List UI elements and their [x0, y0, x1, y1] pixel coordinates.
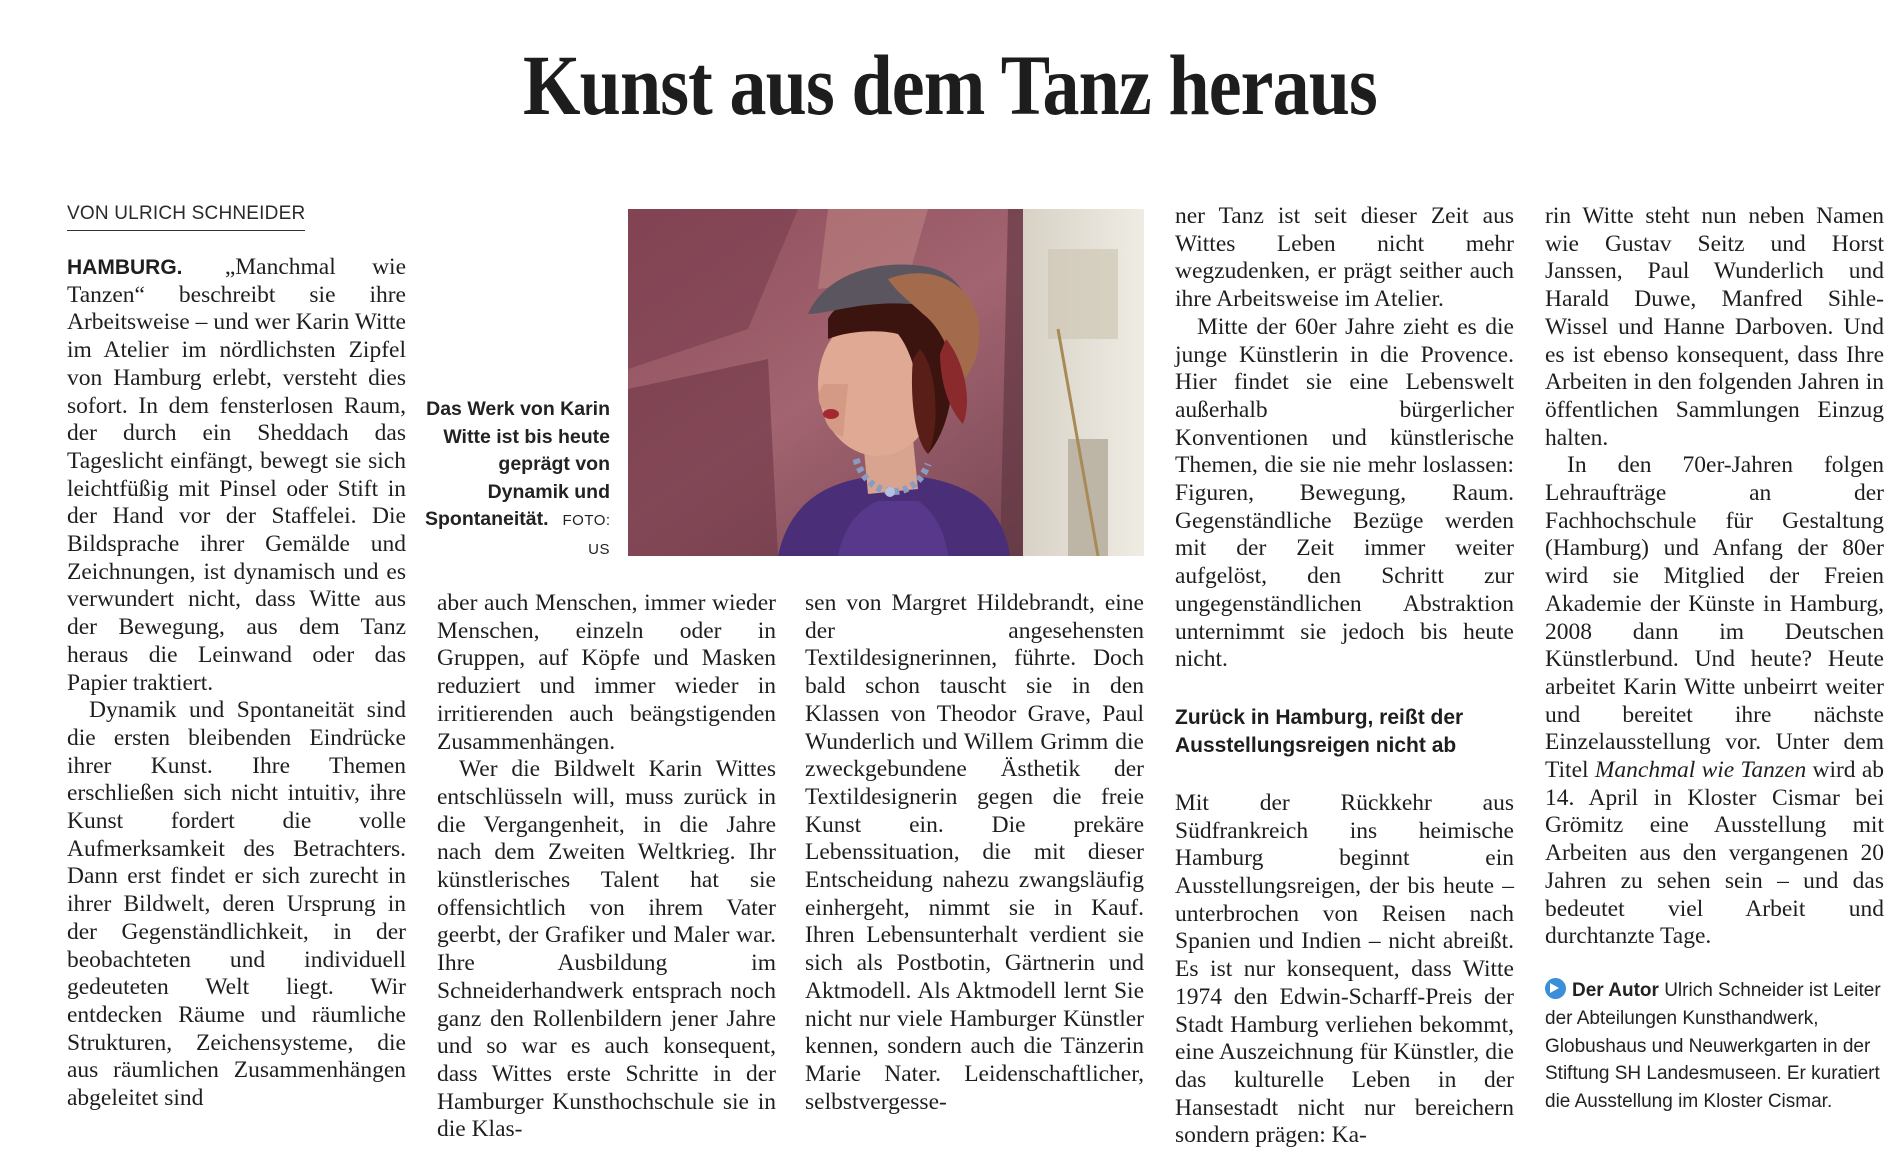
exhibition-title: Manchmal wie Tanzen	[1594, 757, 1807, 784]
article-paragraph: Wer die Bildwelt Karin Wittes entschlüsseln will, muss zurück in die Vergangenheit, in die Jahre nach dem Zweiten Weltkrieg. Ihr künstlerisches Talent hat sie offensichtlich von ihrem Vater geerbt, der Grafiker und Maler war. Ihre Ausbildung im Schneiderhandwerk entsprach noch ganz den Rollenbildern jener Jahre und so war es auch konsequent, dass Wittes erste Schritte in der Hamburger Kunsthochschule sie in die Klas-	[437, 756, 776, 1143]
article-paragraph: HAMBURG. „Manchmal wie Tanzen“ beschreibt sie ihre Arbeitsweise – und wer Karin Witte im Atelier im nördlichsten Zipfel von Hamburg erlebt, versteht dies sofort. In dem fensterlosen Raum, der durch ein Sheddach das Tageslicht einfängt, bewegt sie sich leichtfüßig mit Pinsel oder Stift in der Hand vor der Staffelei. Die Bildsprache ihrer Gemälde und Zeichnungen, ist dynamisch und es verwundert nicht, dass Witte aus der Bewegung, aus dem Tanz heraus die Leinwand oder das Papier traktiert.	[67, 254, 407, 696]
headline: Kunst aus dem Tanz heraus	[523, 37, 1377, 133]
author-text: Ulrich Schneider ist Leiter der Abteilungen Kunsthandwerk, Globushaus und Neuwerkgarten in der Stiftung SH Landesmuseen. Er kuratiert die Ausstellung im Kloster Cismar.	[1545, 980, 1881, 1113]
photo-caption-text: Das Werk von Karin Witte ist bis heute geprägt von Dynamik und Spontaneität.	[425, 398, 610, 530]
article-column-1	[67, 254, 406, 1144]
article-column-3	[805, 590, 1144, 1145]
arrow-right-circle-icon	[1545, 978, 1566, 999]
byline: VON ULRICH SCHNEIDER	[67, 201, 305, 231]
article-paragraph: ner Tanz ist seit dieser Zeit aus Wittes Leben nicht mehr wegzudenken, er prägt seither auch ihre Arbeitsweise im Atelier.	[1175, 203, 1514, 313]
artist-photo-illustration	[628, 209, 1144, 556]
section-subheading: Zurück in Hamburg, reißt der Ausstellungsreigen nicht ab	[1175, 705, 1464, 757]
artist-photo	[628, 209, 1144, 556]
article-paragraph: Dynamik und Spontaneität sind die ersten bleibenden Eindrücke ihrer Kunst. Ihre Themen erschließen sich nicht intuitiv, ihre Kunst fordert die volle Aufmerksamkeit des Betrachters. Dann erst findet er sich zurecht in ihrer Bildwelt, deren Ursprung in der Gegenständlichkeit, in der beobachteten und individuell gedeuteten Welt liegt. Wir entdecken Räume und räumliche Strukturen, Zeichensysteme, die aus räumlichen Zusammenhängen abgeleitet sind	[67, 697, 406, 1112]
author-box	[1545, 977, 1885, 1116]
photo-caption	[425, 396, 610, 563]
article-paragraph: Mit der Rückkehr aus Südfrankreich ins heimische Hamburg beginnt ein Ausstellungsreigen, der bis heute – unterbrochen von Reisen nach Spanien und Indien – nicht abreißt. Es ist nur konsequent, dass Witte 1974 den Edwin-Scharff-Preis der Stadt Hamburg verliehen bekommt, eine Auszeichnung für Künstler, die das kulturelle Leben in der Hansestadt nicht nur bereichern sondern prägen: Ka-	[1175, 789, 1514, 1149]
article-column-4	[1175, 203, 1514, 1149]
article-column-2	[437, 590, 776, 1145]
article-paragraph: aber auch Menschen, immer wieder Menschen, einzeln oder in Gruppen, auf Köpfe und Masken reduziert und immer wieder in irritierenden auch beängstigenden Zusammenhängen.	[437, 590, 776, 755]
article-paragraph: Mitte der 60er Jahre zieht es die junge Künstlerin in die Provence. Hier findet sie eine Lebenswelt außerhalb bürgerlicher Konventionen und künstlerische Themen, die sie nie mehr loslassen: Figuren, Bewegung, Raum. Gegenständliche Bezüge werden mit der Zeit immer weiter aufgelöst, den Schritt zur ungegenständlichen Abstraktion unternimmt sie jedoch bis heute nicht.	[1175, 313, 1514, 673]
article-paragraph: In den 70er-Jahren folgen Lehraufträge an der Fachhochschule für Gestaltung (Hamburg) und Anfang der 80er wird sie Mitglied der Freien Akademie der Künste in Hamburg, 2008 dann im Deutschen Künstlerbund. Und heute? Heute arbeitet Karin Witte unbeirrt weiter und bereitet ihre nächste Einzelausstellung vor. Unter dem Titel Manchmal wie Tanzen wird ab 14. April in Kloster Cismar bei Grömitz eine Ausstellung mit Arbeiten aus den vergangenen 20 Jahren zu sehen sein – und das bedeutet viel Arbeit und durchtanzte Tage.	[1545, 452, 1884, 950]
article-paragraph: rin Witte steht nun neben Namen wie Gustav Seitz und Horst Janssen, Paul Wunderlich und Harald Duwe, Manfred Sihle-Wissel und Hanne Darboven. Und es ist ebenso konsequent, dass Ihre Arbeiten in den folgenden Jahren in öffentlichen Sammlungen Einzug halten.	[1545, 203, 1884, 451]
article-column-5	[1545, 203, 1884, 973]
photo-credit: FOTO: US	[562, 512, 611, 558]
article-paragraph: sen von Margret Hildebrandt, eine der angesehensten Textildesignerinnen, führte. Doch bald schon tauscht sie in den Klassen von Theodor Grave, Paul Wunderlich und Willem Grimm die zweckgebundene Ästhetik der Textildesignerin gegen die freie Kunst ein. Die prekäre Lebenssituation, die mit dieser Entscheidung nahezu zwangsläufig einhergeht, nimmt sie in Kauf. Ihren Lebensunterhalt verdient sie sich als Postbotin, Gärtnerin und Aktmodell. Als Aktmodell lernt Sie nicht nur viele Hamburger Künstler kennen, sondern auch die Tänzerin Marie Nater. Leidenschaftlicher, selbstvergesse-	[805, 590, 1144, 1115]
author-label: Der Autor	[1572, 980, 1659, 1001]
dateline: HAMBURG.	[67, 256, 183, 279]
